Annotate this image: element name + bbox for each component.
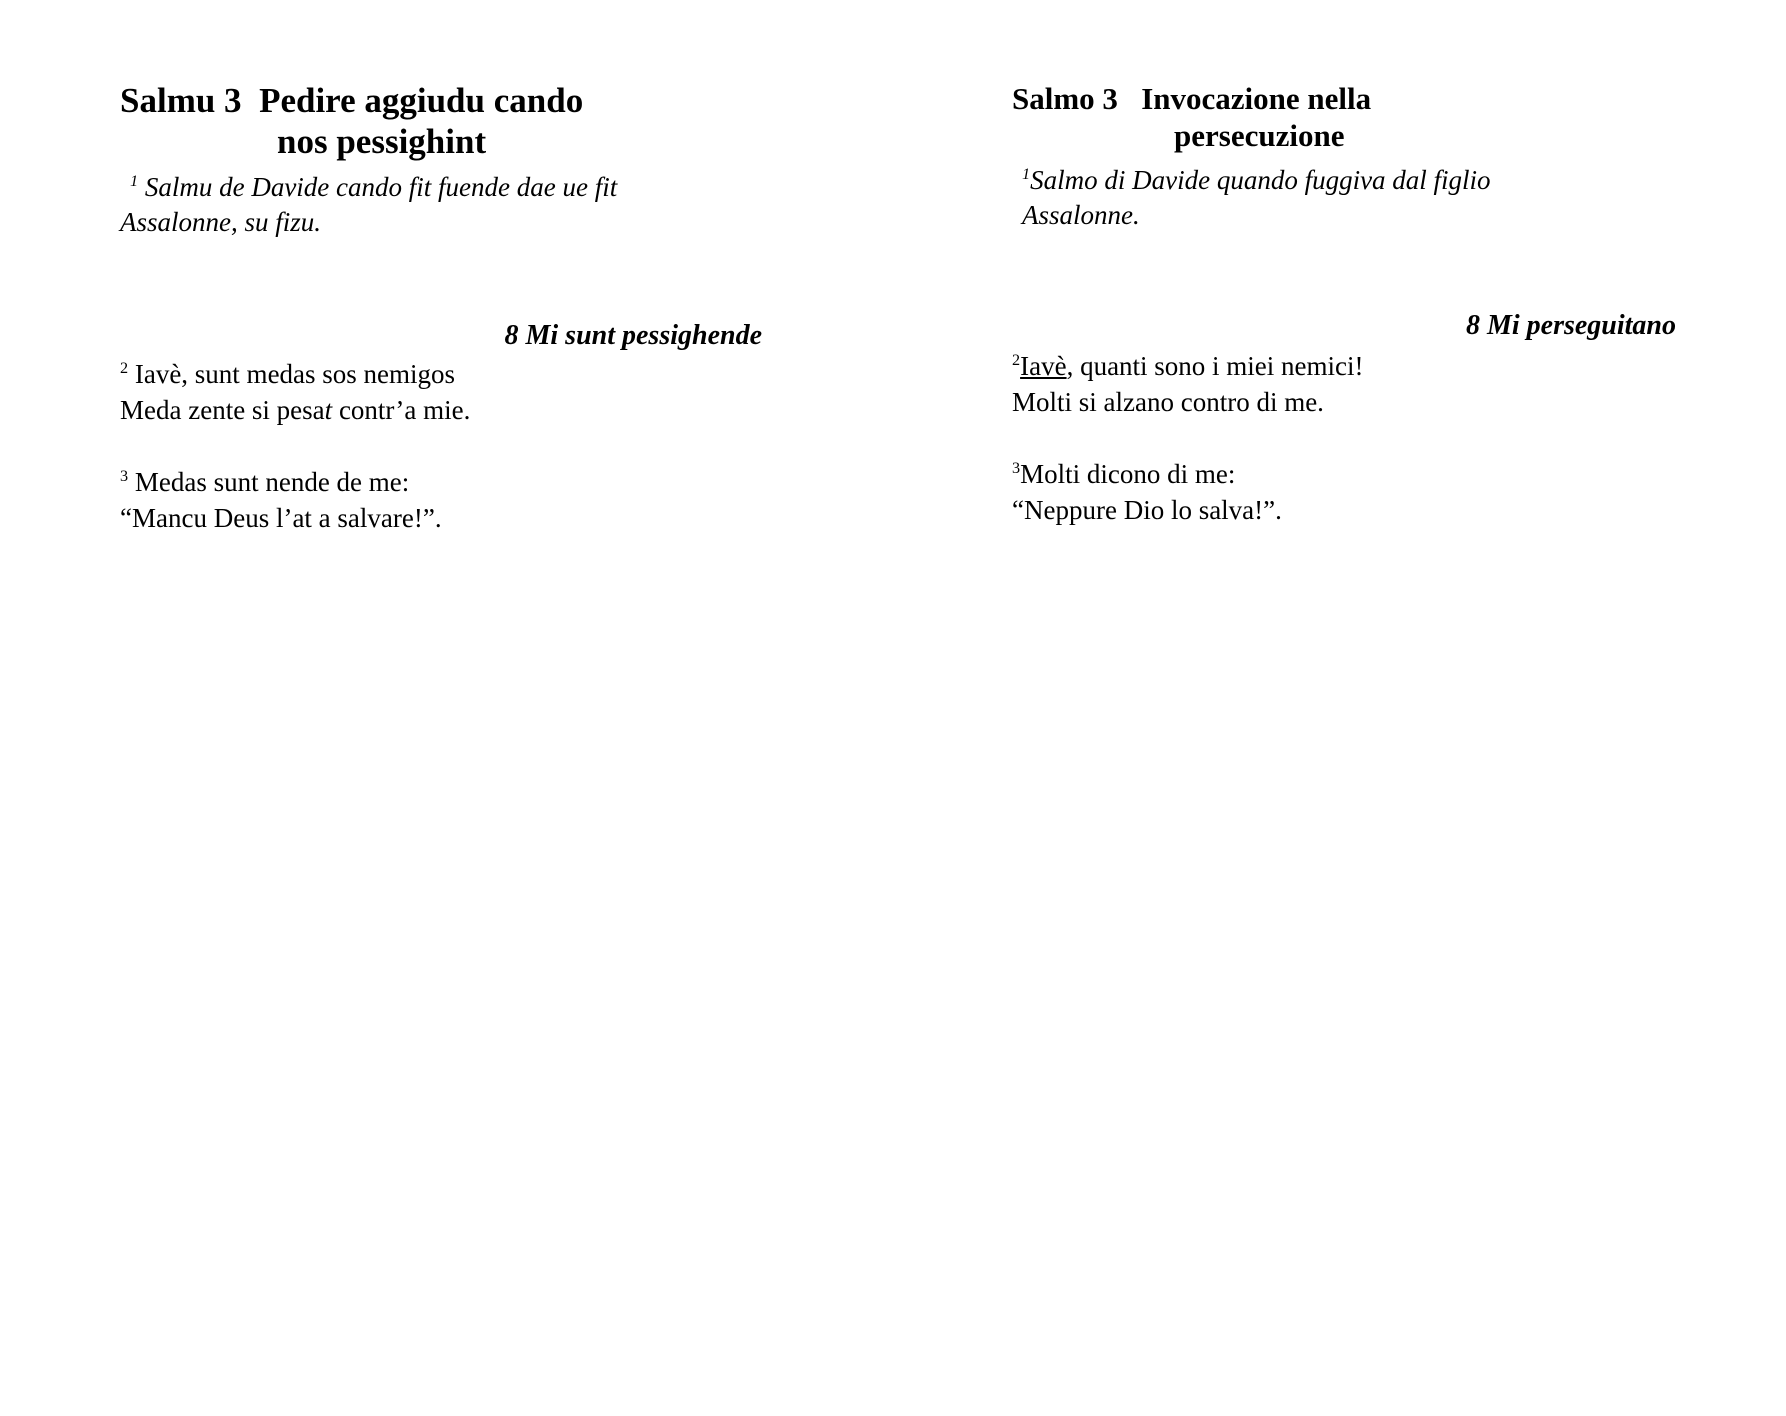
verse-number: 2 (1012, 351, 1021, 369)
psalm-title-line1: Pedire aggiudu cando (259, 81, 584, 120)
intro-line2: Assalonne, su fizu. (120, 207, 322, 238)
psalm-title-line2: persecuzione (1174, 117, 1345, 153)
verse-number: 2 (120, 359, 129, 377)
psalm-number: Salmu 3 (120, 81, 242, 120)
verse-text: Medas sunt nende de me: (128, 467, 410, 497)
intro-text: Salmu de Davide cando fit fuende dae ue fit (144, 172, 618, 202)
stanza-verse-3-sardinian (120, 464, 442, 537)
italic-letter: t (324, 395, 333, 426)
verse-number: 1 (130, 172, 139, 190)
stanza-line: Molti si alzano contro di me. (1012, 387, 1324, 418)
verse-text: , quanti sono i miei nemici! (1066, 351, 1364, 381)
verse-number: 3 (120, 467, 129, 485)
intro-line2: Assalonne. (1022, 200, 1140, 231)
stanza-verse-2-italian (1012, 348, 1364, 421)
psalm-intro-italian (1022, 163, 1642, 233)
stanza-line (1012, 348, 1364, 384)
stanza-line (120, 392, 470, 428)
verse-text: Molti dicono di me: (1020, 459, 1236, 489)
stanza-verse-3-italian (1012, 456, 1282, 529)
intro-line1 (1022, 163, 1642, 198)
verse-text: contr’a mie. (332, 395, 471, 426)
verse-number: 1 (1022, 165, 1031, 183)
psalm-title-line1: Invocazione nella (1141, 81, 1372, 116)
stanza-line (1012, 456, 1282, 492)
psalm-title-line2: nos pessighint (277, 122, 487, 162)
stanza-line (120, 464, 442, 500)
verse-text: Iavè, sunt medas sos nemigos (128, 359, 456, 389)
stanza-line: “Mancu Deus l’at a salvare!”. (120, 503, 442, 534)
italian-column (1012, 0, 1676, 1416)
psalm-intro-sardinian (120, 170, 720, 240)
stanza-verse-2-sardinian (120, 356, 470, 429)
stanza-line: “Neppure Dio lo salva!”. (1012, 495, 1282, 526)
underlined-word: Iavè (1020, 351, 1067, 381)
sardinian-column (120, 0, 760, 1416)
stanza-line (120, 356, 470, 392)
psalm-number: Salmo 3 (1012, 81, 1118, 116)
verse-text: Meda zente si pesa (120, 395, 325, 426)
intro-line1 (120, 170, 720, 205)
psalm-title-italian (1012, 81, 1371, 154)
verse-number: 3 (1012, 459, 1021, 477)
intro-text: Salmo di Davide quando fuggiva dal figlio (1030, 165, 1491, 195)
psalm-title-sardinian (120, 80, 583, 163)
section-heading-italian: 8 Mi perseguitano (1465, 310, 1676, 341)
section-heading-sardinian: 8 Mi sunt pessighende (504, 320, 762, 351)
